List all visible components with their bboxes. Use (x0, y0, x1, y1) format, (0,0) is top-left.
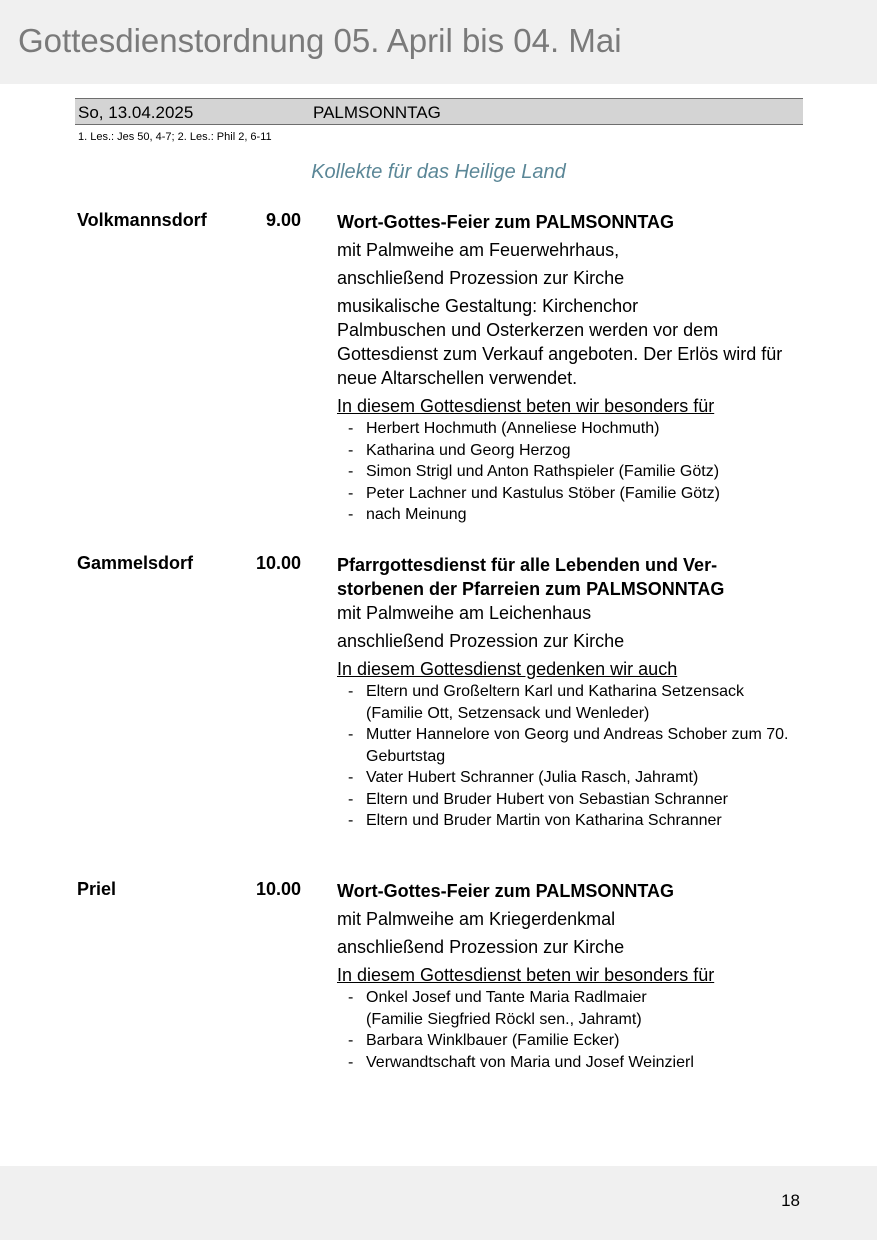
page-footer (0, 1166, 877, 1240)
intention-list (337, 987, 807, 1073)
dash-icon: - (348, 769, 354, 786)
dash-icon: - (348, 726, 354, 743)
collection-text: Kollekte für das Heilige Land (311, 161, 566, 183)
dash-icon: - (348, 506, 354, 523)
service-title: Wort-Gottes-Feier zum PALMSONNTAG (337, 881, 674, 901)
service-title: Pfarrgottesdienst für alle Lebenden und Ver- storbenen der Pfarreien zum PALMSONNTAG (337, 555, 725, 599)
intention-item: - nach Meinung (337, 504, 807, 526)
dash-icon: - (348, 790, 354, 808)
intention-item: - Peter Lachner und Kastulus Stöber (Familie Götz) (337, 483, 807, 505)
service-line: mit Palmweihe am Feuerwehrhaus, (337, 240, 620, 260)
service-line: Palmbuschen und Osterkerzen werden vor dem Gottesdienst zum Verkauf angeboten. Der Erlös wird für neue Altarschellen verwendet. (337, 320, 783, 388)
dash-icon: - (348, 1053, 354, 1071)
dash-icon: - (348, 484, 354, 502)
service-time: 10.00 (255, 553, 301, 573)
service-details (337, 210, 807, 526)
intention-item: - Eltern und Bruder Hubert von Sebastian Schranner (337, 789, 807, 811)
dash-icon: - (348, 441, 354, 459)
intention-item: - Mutter Hannelore von Georg und Andreas Schober zum 70. Geburtstag (348, 726, 789, 765)
service-time: 10.00 (255, 879, 301, 899)
intention-item: - Eltern und Großeltern Karl und Katharina Setzensack (Familie Ott, Setzensack und Wenleder) (348, 683, 744, 722)
readings: 1. Les.: Jes 50, 4-7; 2. Les.: Phil 2, 6-11 (78, 131, 272, 143)
intention-item: - Eltern und Bruder Martin von Katharina Schranner (337, 810, 807, 832)
intention-item: - Katharina und Georg Herzog (337, 440, 807, 462)
dash-icon: - (348, 683, 354, 700)
intention-heading: In diesem Gottesdienst beten wir besonders für (337, 965, 715, 985)
service-place: Gammelsdorf (77, 553, 194, 573)
service-line: anschließend Prozession zur Kirche (337, 631, 625, 651)
intention-item: - Simon Strigl und Anton Rathspieler (Familie Götz) (337, 461, 807, 483)
dash-icon: - (348, 420, 354, 437)
dash-icon: - (348, 463, 354, 480)
service-line: mit Palmweihe am Leichenhaus (337, 603, 592, 623)
intention-heading: In diesem Gottesdienst beten wir besonders für (337, 396, 715, 416)
service-line: anschließend Prozession zur Kirche (337, 937, 625, 957)
service-date: So, 13.04.2025 (78, 103, 194, 122)
collection-note (0, 161, 877, 184)
page-title: Gottesdienstordnung 05. April bis 04. Mai (18, 22, 622, 59)
service-title: Wort-Gottes-Feier zum PALMSONNTAG (337, 212, 674, 232)
feast-name: PALMSONNTAG (313, 103, 441, 122)
service-line: musikalische Gestaltung: Kirchenchor (337, 296, 639, 316)
service-time: 9.00 (265, 210, 301, 230)
intention-item: - Onkel Josef und Tante Maria Radlmaier (Familie Siegfried Röckl sen., Jahramt) (348, 989, 647, 1028)
date-bar (75, 98, 803, 125)
service-line: mit Palmweihe am Kriegerdenkmal (337, 909, 616, 929)
dash-icon: - (348, 812, 354, 829)
intention-item: - Barbara Winklbauer (Familie Ecker) (337, 1030, 807, 1052)
intention-item: - Herbert Hochmuth (Anneliese Hochmuth) (337, 418, 807, 440)
service-place: Volkmannsdorf (77, 210, 207, 230)
page-number: 18 (781, 1191, 800, 1210)
page-header (0, 0, 877, 84)
intention-item: - Verwandtschaft von Maria und Josef Weinzierl (337, 1052, 807, 1074)
intention-heading: In diesem Gottesdienst gedenken wir auch (337, 659, 678, 679)
intention-list (337, 418, 807, 526)
service-line: anschließend Prozession zur Kirche (337, 268, 625, 288)
service-place: Priel (77, 879, 117, 899)
intention-item: - Vater Hubert Schranner (Julia Rasch, Jahramt) (337, 767, 807, 789)
service-details (337, 553, 807, 832)
dash-icon: - (348, 1032, 354, 1049)
service-details (337, 879, 807, 1073)
intention-list (337, 681, 807, 832)
dash-icon: - (348, 989, 354, 1006)
